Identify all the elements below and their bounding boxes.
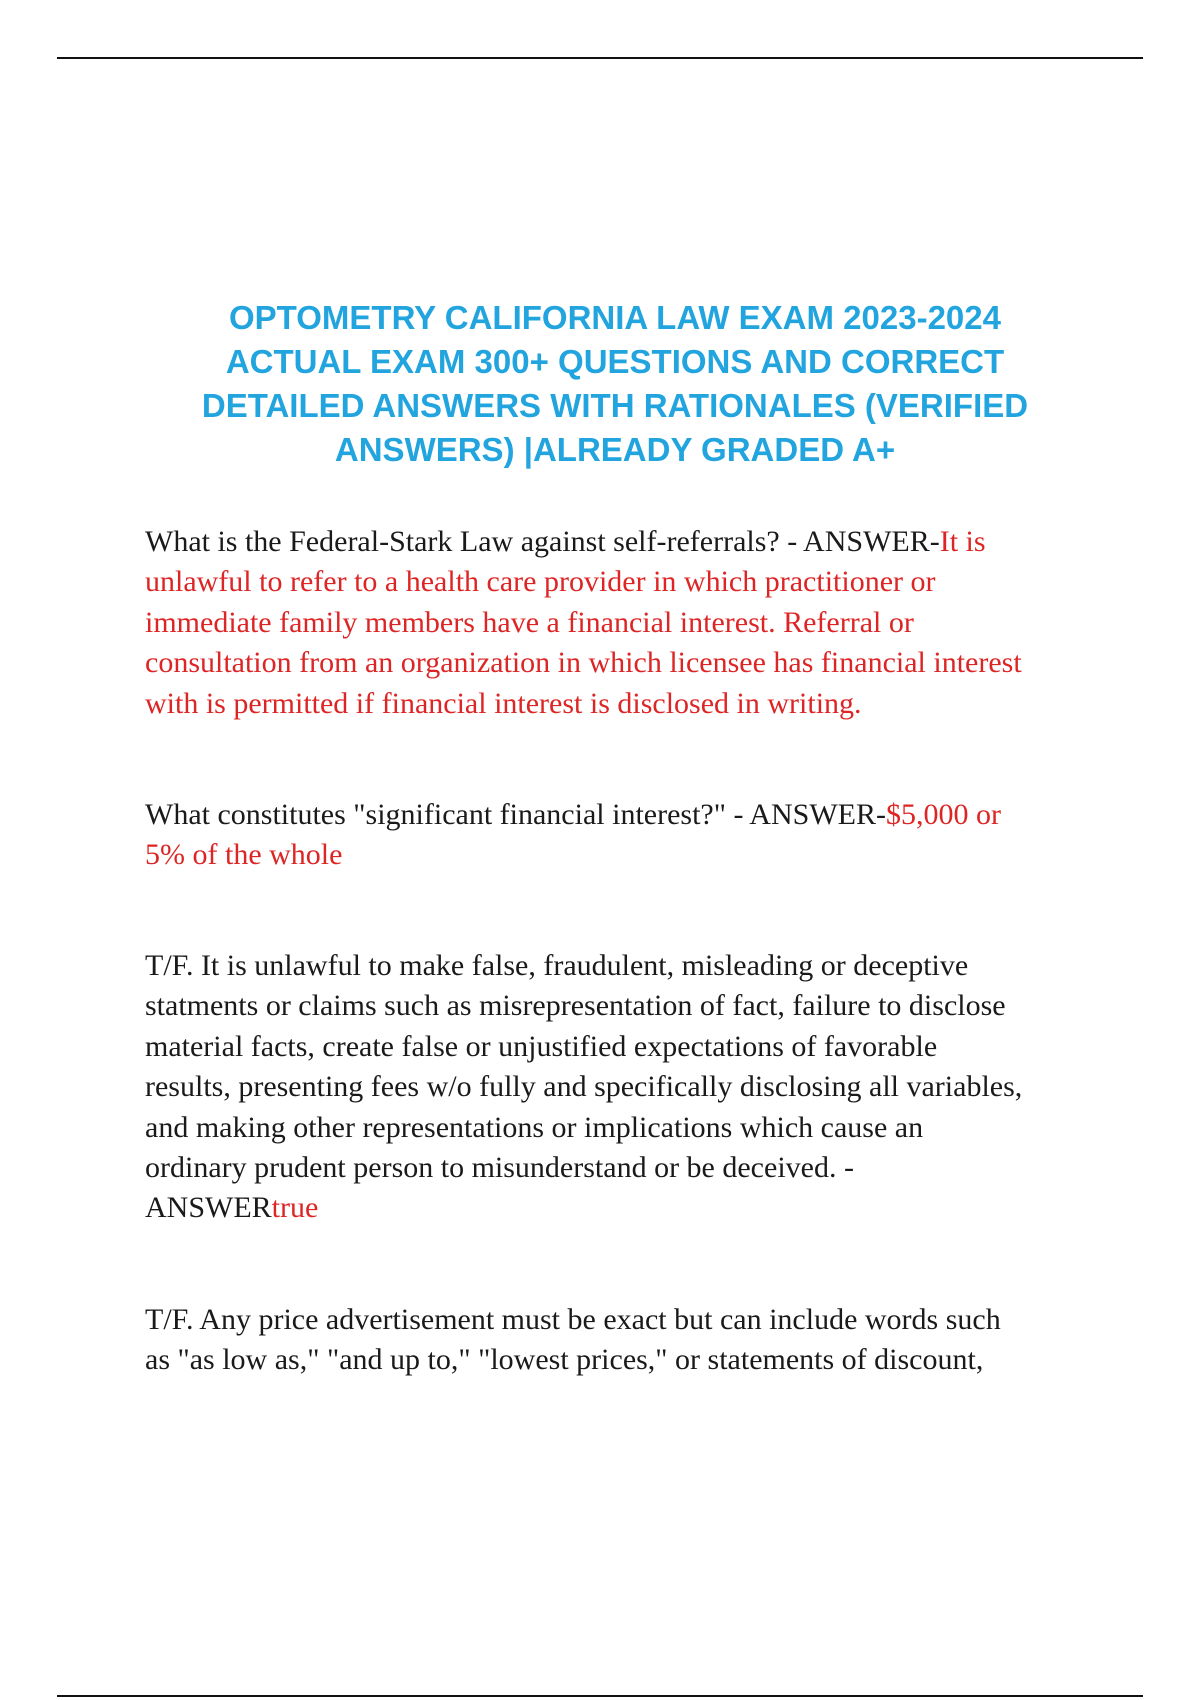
question-text: material facts, create false or unjustified expectations of favorable xyxy=(145,1029,938,1063)
title-line: OPTOMETRY CALIFORNIA LAW EXAM 2023-2024 xyxy=(229,299,1001,336)
answer-text: It is xyxy=(939,525,986,558)
answer-text: immediate family members have a financial interest. Referral or xyxy=(145,605,914,639)
qa-item-price-advertisement xyxy=(145,1300,1105,1381)
question-text: results, presenting fees w/o fully and specifically disclosing all variables, xyxy=(145,1070,1023,1104)
question-text: What is the Federal-Stark Law against self-referrals? - ANSWER- xyxy=(145,525,940,558)
qa-item-false-statements xyxy=(145,946,1105,1229)
answer-text: true xyxy=(271,1191,319,1225)
question-text: ordinary prudent person to misunderstand or be deceived. - xyxy=(145,1151,854,1185)
document-title xyxy=(130,296,1100,472)
question-text: What constitutes "significant financial interest?" - ANSWER- xyxy=(145,798,886,831)
question-text: as "as low as," "and up to," "lowest prices," or statements of discount, xyxy=(145,1343,984,1377)
qa-line xyxy=(145,795,1105,835)
title-line: ANSWERS) |ALREADY GRADED A+ xyxy=(334,431,896,468)
bottom-rule xyxy=(57,1695,1143,1697)
title-line: DETAILED ANSWERS WITH RATIONALES (VERIFIED xyxy=(201,387,1029,424)
answer-text: with is permitted if financial interest is disclosed in writing. xyxy=(145,686,862,720)
answer-text: 5% of the whole xyxy=(145,838,343,872)
question-text: statments or claims such as misrepresentation of fact, failure to disclose xyxy=(145,989,1006,1023)
qa-line xyxy=(145,1188,1105,1228)
top-rule xyxy=(57,57,1143,59)
qa-item-stark-law xyxy=(145,522,1105,724)
qa-line xyxy=(145,522,1105,562)
question-text: T/F. It is unlawful to make false, fraudulent, misleading or deceptive xyxy=(145,949,969,982)
question-text: and making other representations or implications which cause an xyxy=(145,1110,924,1144)
question-text: ANSWER xyxy=(145,1191,272,1225)
qa-item-significant-interest xyxy=(145,795,1105,876)
answer-text: consultation from an organization in which licensee has financial interest xyxy=(145,646,1022,680)
title-line: ACTUAL EXAM 300+ QUESTIONS AND CORRECT xyxy=(225,343,1005,380)
question-text: T/F. Any price advertisement must be exact but can include words such xyxy=(145,1303,1001,1336)
answer-text: unlawful to refer to a health care provider in which practitioner or xyxy=(145,565,936,599)
answer-text: $5,000 or xyxy=(885,798,1001,831)
